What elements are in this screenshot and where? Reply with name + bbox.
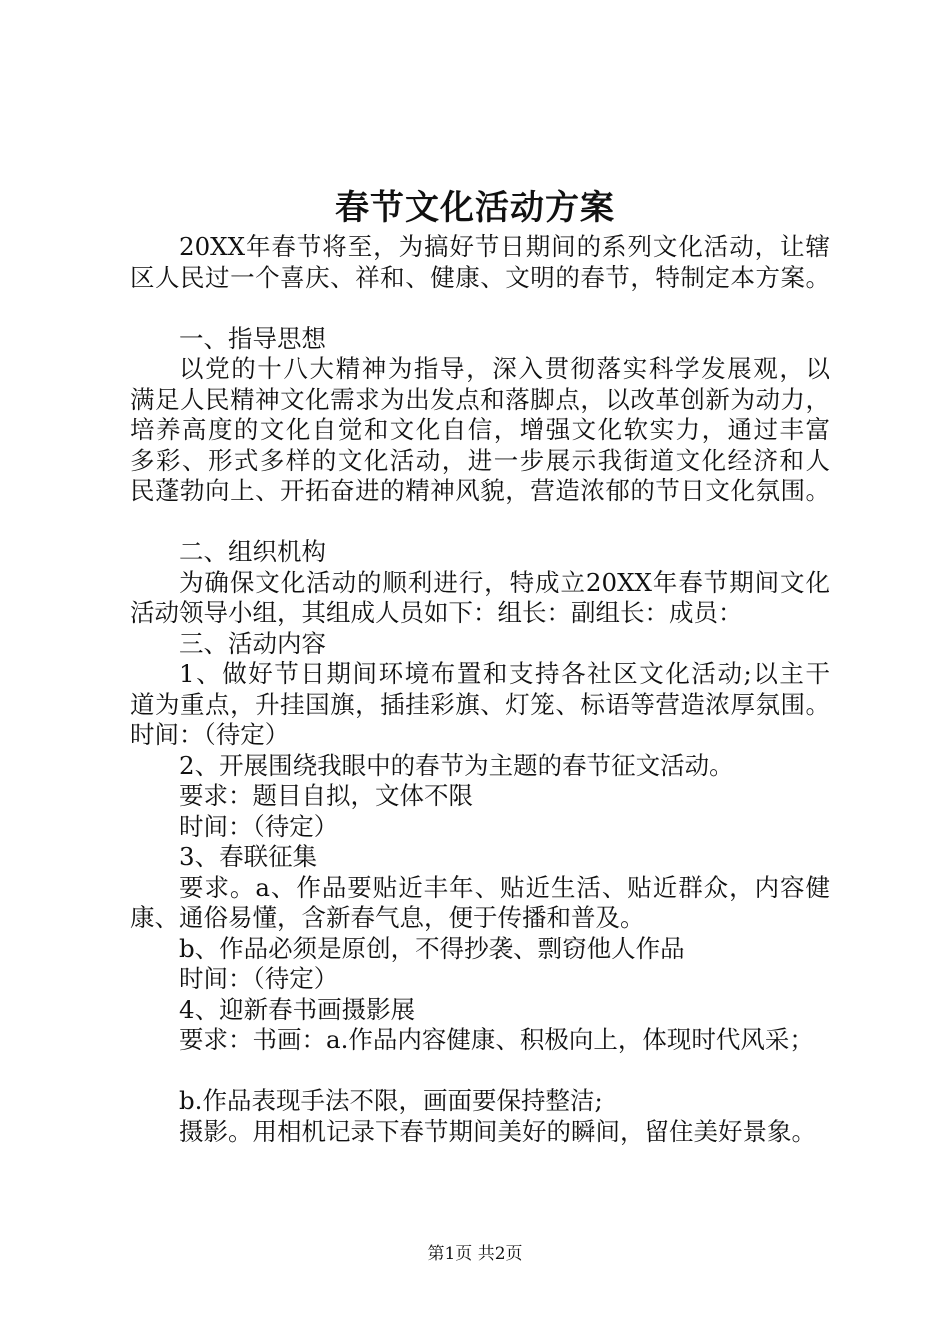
document-title: 春节文化活动方案 — [335, 188, 615, 228]
document-body — [130, 232, 830, 1147]
paragraph-line: 以党的十八大精神为指导，深入贯彻落实科学发展观，以 — [179, 354, 830, 383]
paragraph-line: 3、春联征集 — [179, 842, 318, 871]
paragraph-line: 活动领导小组，其组成人员如下：组长：副组长：成员： — [130, 598, 743, 627]
paragraph-line: 康、通俗易懂，含新春气息，便于传播和普及。 — [130, 903, 645, 932]
paragraph-line: 摄影。用相机记录下春节期间美好的瞬间，留住美好景象。 — [179, 1116, 816, 1146]
section-heading: 一、指导思想 — [179, 323, 326, 353]
paragraph-line: 要求。a、作品要贴近丰年、贴近生活、贴近群众，内容健 — [179, 872, 830, 902]
blank-line — [130, 1056, 830, 1087]
blank-line — [130, 293, 830, 324]
section-heading: 三、活动内容 — [179, 628, 326, 658]
paragraph-line: 多彩、形式多样的文化活动，进一步展示我街道文化经济和人 — [130, 445, 830, 475]
paragraph-line: 时间：（待定） — [179, 811, 339, 841]
paragraph-line: 区人民过一个喜庆、祥和、健康、文明的春节，特制定本方案。 — [130, 262, 830, 292]
paragraph-line: 时间：（待定） — [130, 720, 290, 749]
blank-line — [130, 507, 830, 538]
paragraph-line: b、作品必须是原创，不得抄袭、剽窃他人作品 — [179, 933, 685, 963]
paragraph-line: 4、迎新春书画摄影展 — [179, 994, 416, 1024]
paragraph-line: 20XX年春节将至，为搞好节日期间的系列文化活动，让辖 — [179, 232, 830, 261]
page-footer: 第1页 共2页 — [427, 1244, 523, 1264]
paragraph-line: 道为重点，升挂国旗，插挂彩旗、灯笼、标语等营造浓厚氛围。 — [130, 689, 830, 719]
paragraph-line: 2、开展围绕我眼中的春节为主题的春节征文活动。 — [179, 750, 734, 780]
paragraph-line: b.作品表现手法不限，画面要保持整洁; — [179, 1086, 603, 1115]
paragraph-line: 培养高度的文化自觉和文化自信，增强文化软实力，通过丰富 — [130, 415, 830, 444]
paragraph-line: 民蓬勃向上、开拓奋进的精神风貌，营造浓郁的节日文化氛围。 — [130, 476, 830, 505]
paragraph-line: 为确保文化活动的顺利进行，特成立20XX年春节期间文化 — [179, 567, 830, 597]
section-heading: 二、组织机构 — [179, 537, 326, 566]
paragraph-line: 1、做好节日期间环境布置和支持各社区文化活动;以主干 — [179, 659, 830, 688]
paragraph-line: 时间：（待定） — [179, 964, 339, 993]
paragraph-line: 要求：题目自拟，文体不限 — [179, 781, 473, 810]
paragraph-line: 满足人民精神文化需求为出发点和落脚点，以改革创新为动力， — [130, 384, 830, 414]
paragraph-line: 要求：书画：a.作品内容健康、积极向上，体现时代风采； — [179, 1025, 814, 1054]
